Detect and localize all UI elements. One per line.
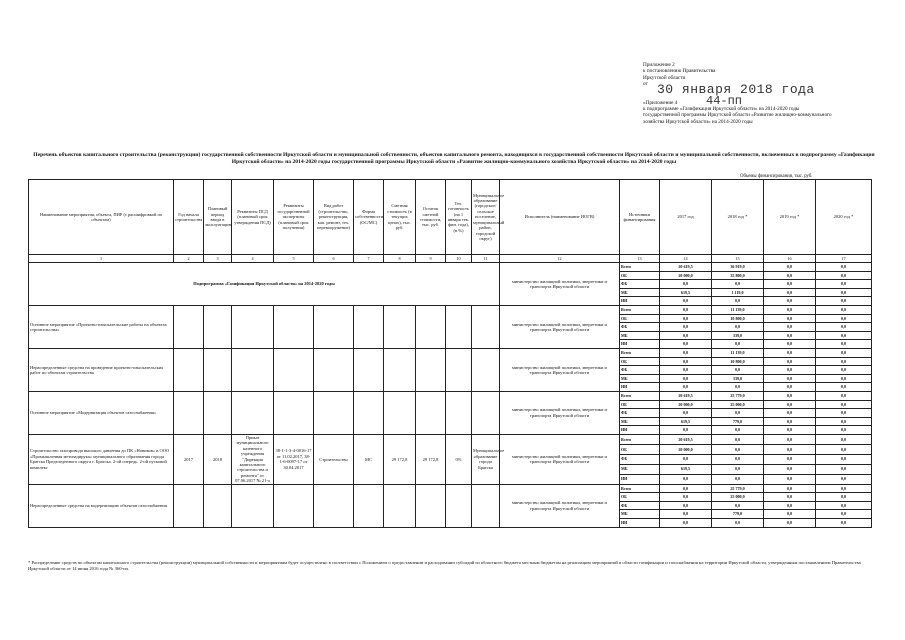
- col-header-4: Реквизиты ПСД (плановый срок утверждения ПСД): [232, 180, 274, 255]
- appendix4-label: «Приложение 4: [643, 99, 678, 106]
- funding-value: 779,0: [712, 417, 764, 426]
- col-number-4: 4: [232, 255, 274, 263]
- row-executor: министерство жилищной политики, энергетики и транспорта Иркутской области: [500, 434, 620, 484]
- funding-source: ОБ: [620, 493, 660, 502]
- funding-value: 0,0: [712, 280, 764, 289]
- funding-source: МБ: [620, 374, 660, 383]
- table-row: [29, 305, 872, 314]
- funding-value: 11 139,0: [712, 348, 764, 357]
- funding-source: МБ: [620, 464, 660, 474]
- funding-value: 0,0: [816, 510, 872, 519]
- funding-value: 0,0: [712, 366, 764, 375]
- col-header-6: Вид работ (строительство, реконструкция, кап. ремонт, тех. перевооружение): [314, 180, 354, 255]
- col-header-13: Источники финансирования: [620, 180, 660, 255]
- funding-value: 619,5: [660, 417, 712, 426]
- row-municipality: [472, 391, 500, 434]
- funding-value: 0,0: [660, 409, 712, 418]
- funding-value: 0,0: [660, 357, 712, 366]
- funding-source: ФБ: [620, 454, 660, 464]
- funding-value: 10 800,0: [712, 357, 764, 366]
- funding-value: 0,0: [712, 474, 764, 484]
- col-header-16: 2019 год *: [764, 180, 816, 255]
- funding-value: 0,0: [712, 434, 764, 444]
- col-number-11: 11: [472, 255, 500, 263]
- funding-value: 0,0: [712, 454, 764, 464]
- funding-source: ОБ: [620, 444, 660, 454]
- funding-value: 0,0: [764, 510, 816, 519]
- row-expertise: [274, 348, 314, 391]
- funding-value: 0,0: [660, 474, 712, 484]
- row-start-year: [174, 484, 204, 527]
- row-executor: министерство жилищной политики, энергетики и транспорта Иркутской области: [500, 484, 620, 527]
- funding-value: 20 619,5: [660, 391, 712, 400]
- row-readiness: [446, 348, 472, 391]
- row-executor: министерство жилищной политики, энергетики и транспорта Иркутской области: [500, 348, 620, 391]
- footnote: * Распределение средств по объектам капитального строительства (реконструкции) муниципальной собственности и мероприятиям будет осуществлено в соответствии с Положением о предоставлении и расходовании субсидий из областного бюджета местным бюджетам на реализацию мероприятий в области газификации и газоснабжения на территории Иркутской области, утвержденным постановлением Правительства Иркутской области от 14 июня 2016 года № 360-пп.: [28, 560, 861, 571]
- row-remaining: [416, 391, 446, 434]
- subprogram-line-1: к подпрограмме «Газификация Иркутской области» на 2014-2020 годы: [643, 106, 800, 113]
- row-start-year: [174, 391, 204, 434]
- column-number-row: [29, 255, 872, 263]
- row-remaining: [416, 484, 446, 527]
- col-header-7: Форма собственности (ОС/МС): [354, 180, 384, 255]
- funding-value: 0,0: [660, 348, 712, 357]
- col-number-14: 14: [660, 255, 712, 263]
- funding-value: 0,0: [764, 340, 816, 349]
- funding-value: 0,0: [816, 391, 872, 400]
- col-number-10: 10: [446, 255, 472, 263]
- funding-value: 0,0: [816, 348, 872, 357]
- appendix-label: Приложение 2: [643, 62, 675, 68]
- row-cost: [384, 305, 416, 348]
- row-expertise: [274, 391, 314, 434]
- row-psd: [232, 391, 274, 434]
- funding-value: 0,0: [764, 331, 816, 340]
- row-remaining: 29 172,8: [416, 434, 446, 484]
- funding-value: 0,0: [712, 340, 764, 349]
- funding-value: 20 000,0: [660, 271, 712, 280]
- row-work-type: [314, 391, 354, 434]
- row-municipality: [472, 305, 500, 348]
- funding-value: 0,0: [816, 323, 872, 332]
- subprogram-line-3: хозяйства Иркутской области» на 2014-2020 годы: [643, 118, 753, 125]
- funding-value: 36 919,0: [712, 263, 764, 272]
- col-header-12: Исполнитель (наименование ИОГВ): [500, 180, 620, 255]
- col-header-5: Реквизиты государственной экспертизы (плановый срок получения): [274, 180, 314, 255]
- funding-value: 0,0: [660, 426, 712, 435]
- row-ownership: [354, 391, 384, 434]
- funding-source: Всего: [620, 391, 660, 400]
- row-expertise: [274, 484, 314, 527]
- funding-value: 0,0: [660, 280, 712, 289]
- funding-value: 0,0: [816, 340, 872, 349]
- funding-value: 0,0: [764, 297, 816, 306]
- funding-value: 0,0: [764, 464, 816, 474]
- funding-value: 0,0: [660, 501, 712, 510]
- funding-value: 0,0: [712, 501, 764, 510]
- funding-value: 339,0: [712, 374, 764, 383]
- row-municipality: Муниципальное образование города Братска: [472, 434, 500, 484]
- table-row: [29, 263, 872, 272]
- col-header-1: Наименование мероприятия, объекта, ПИР (с расшифровкой по объектам): [29, 180, 174, 255]
- row-municipality: [472, 348, 500, 391]
- budget-caption: Объемы финансирования, тыс. руб.: [740, 174, 813, 179]
- row-end-year: [204, 391, 232, 434]
- funding-value: 0,0: [764, 484, 816, 493]
- row-end-year: [204, 484, 232, 527]
- funding-value: 0,0: [712, 297, 764, 306]
- funding-value: 0,0: [660, 323, 712, 332]
- funding-value: 0,0: [660, 374, 712, 383]
- funding-value: 35 800,0: [712, 271, 764, 280]
- row-end-year: [204, 348, 232, 391]
- decree-line-1: к постановлению Правительства: [643, 68, 716, 75]
- row-ownership: [354, 484, 384, 527]
- funding-value: 0,0: [816, 444, 872, 454]
- funding-source: МБ: [620, 331, 660, 340]
- funding-value: 0,0: [816, 357, 872, 366]
- funding-source: ИИ: [620, 518, 660, 527]
- col-number-2: 2: [174, 255, 204, 263]
- col-header-14: 2017 год: [660, 180, 712, 255]
- table-row: [29, 391, 872, 400]
- row-cost: [384, 484, 416, 527]
- funding-value: 0,0: [816, 518, 872, 527]
- funding-value: 11 139,0: [712, 305, 764, 314]
- funding-value: 0,0: [816, 409, 872, 418]
- funding-value: 0,0: [816, 417, 872, 426]
- subprogram-line-2: государственной программы Иркутской области «Развитие жилищно-коммунального: [643, 112, 832, 119]
- col-header-3: Плановый период ввода в эксплуатацию: [204, 180, 232, 255]
- row-readiness: [446, 391, 472, 434]
- funding-source: ФБ: [620, 323, 660, 332]
- funding-value: 20 619,5: [660, 263, 712, 272]
- funding-value: 0,0: [660, 510, 712, 519]
- col-header-17: 2020 год *: [816, 180, 872, 255]
- row-name: Нераспределенные средства на модернизацию объектов газоснабжения: [29, 484, 174, 527]
- table-row: [29, 484, 872, 493]
- funding-value: 0,0: [764, 474, 816, 484]
- funding-source: Всего: [620, 305, 660, 314]
- funding-value: 0,0: [816, 305, 872, 314]
- row-start-year: 2017: [174, 434, 204, 484]
- row-executor: министерство жилищной политики, энергетики и транспорта Иркутской области: [500, 263, 620, 306]
- col-number-7: 7: [354, 255, 384, 263]
- table-row: [29, 348, 872, 357]
- funding-value: 25 779,0: [712, 391, 764, 400]
- funding-source: ОБ: [620, 357, 660, 366]
- row-cost: [384, 348, 416, 391]
- funding-source: ИИ: [620, 383, 660, 392]
- funding-value: 0,0: [660, 366, 712, 375]
- row-name: Нераспределенные средства на проведение проектно-изыскательских работ по объектам строительства: [29, 348, 174, 391]
- funding-value: 0,0: [660, 454, 712, 464]
- row-name: Основное мероприятие «Модернизация объектов газоснабжения»: [29, 391, 174, 434]
- row-name: Строительство газопровода высокого давления до ПК «Новиков» в ООО «Промышленная метизадирука» муниципального образования города Братска Пределеденного округа г. Братска. 2-ой очередь. 2-ой пусковой комплекс: [29, 434, 174, 484]
- col-number-3: 3: [204, 255, 232, 263]
- row-executor: министерство жилищной политики, энергетики и транспорта Иркутской области: [500, 305, 620, 348]
- funding-value: 0,0: [764, 348, 816, 357]
- funding-value: 0,0: [712, 464, 764, 474]
- col-number-15: 15: [712, 255, 764, 263]
- funding-value: 0,0: [764, 426, 816, 435]
- funding-value: 0,0: [764, 518, 816, 527]
- funding-value: 0,0: [660, 314, 712, 323]
- funding-source: ФБ: [620, 280, 660, 289]
- funding-value: 20 000,0: [660, 444, 712, 454]
- row-readiness: [446, 305, 472, 348]
- funding-value: 0,0: [816, 454, 872, 464]
- funding-source: Всего: [620, 434, 660, 444]
- funding-value: 0,0: [764, 417, 816, 426]
- row-work-type: [314, 305, 354, 348]
- funding-value: 25 000,0: [712, 493, 764, 502]
- funding-source: ОБ: [620, 400, 660, 409]
- row-psd: Приказ муниципального казенного учреждения "Дирекция капитального строительства и ремонта" от 07.06.2017 № 21-э: [232, 434, 274, 484]
- funding-value: 0,0: [660, 305, 712, 314]
- funding-value: 0,0: [816, 484, 872, 493]
- row-name: Основное мероприятие «Проектно-изыскательские работы на объектах строительства»: [29, 305, 174, 348]
- funding-value: 0,0: [764, 400, 816, 409]
- funding-value: 0,0: [764, 383, 816, 392]
- row-work-type: Строительство: [314, 434, 354, 484]
- funding-source: МБ: [620, 288, 660, 297]
- funding-value: 1 119,0: [712, 288, 764, 297]
- funding-value: 0,0: [660, 331, 712, 340]
- funding-value: 20 000,0: [660, 400, 712, 409]
- funding-value: 0,0: [764, 357, 816, 366]
- col-header-10: Тех. готовность (на 1 января тек. фин. года), (в %): [446, 180, 472, 255]
- col-number-12: 12: [500, 255, 620, 263]
- funding-value: 0,0: [712, 409, 764, 418]
- funding-value: 0,0: [816, 434, 872, 444]
- col-header-2: Год начала строительства: [174, 180, 204, 255]
- funding-value: 0,0: [764, 501, 816, 510]
- date-prefix: от: [643, 81, 648, 88]
- funding-value: 0,0: [764, 305, 816, 314]
- col-number-17: 17: [816, 255, 872, 263]
- row-work-type: [314, 484, 354, 527]
- funding-source: ОБ: [620, 314, 660, 323]
- funding-value: 0,0: [764, 280, 816, 289]
- funding-source: ОБ: [620, 271, 660, 280]
- funding-value: 0,0: [764, 323, 816, 332]
- funding-value: 779,0: [712, 510, 764, 519]
- funding-value: 0,0: [764, 263, 816, 272]
- funding-value: 0,0: [764, 391, 816, 400]
- funding-source: ИИ: [620, 297, 660, 306]
- row-ownership: [354, 305, 384, 348]
- date-stamp: 30 января 2018 года: [657, 82, 815, 97]
- row-psd: [232, 348, 274, 391]
- funding-value: 0,0: [660, 340, 712, 349]
- funding-value: 0,0: [816, 366, 872, 375]
- funding-value: 0,0: [764, 288, 816, 297]
- funding-value: 0,0: [764, 434, 816, 444]
- col-number-16: 16: [764, 255, 816, 263]
- funding-value: 0,0: [660, 493, 712, 502]
- funding-source: ФБ: [620, 366, 660, 375]
- funding-value: 0,0: [764, 409, 816, 418]
- funding-value: 0,0: [764, 444, 816, 454]
- funding-value: 0,0: [816, 493, 872, 502]
- row-work-type: [314, 348, 354, 391]
- row-start-year: [174, 348, 204, 391]
- funding-value: 0,0: [764, 493, 816, 502]
- funding-value: 0,0: [816, 374, 872, 383]
- funding-source: Всего: [620, 348, 660, 357]
- row-remaining: [416, 348, 446, 391]
- document-title: Перечень объектов капитального строительства (реконструкции) государственной собственности Иркутской области и муниципальной собственности, объектов капитального ремонта, находящихся в государственной собственности Иркутской области и муниципальной собственности, включенных в подпрограмму «Газификация Иркутской области» на 2014-2020 годы государственной программы Иркутской области «Развитие жилищно-коммунального хозяйства Иркутской области» на 2014-2020 годы: [33, 152, 875, 165]
- funding-value: 0,0: [816, 271, 872, 280]
- funding-value: 0,0: [816, 263, 872, 272]
- funding-value: 0,0: [660, 383, 712, 392]
- funding-value: 0,0: [712, 426, 764, 435]
- row-cost: [384, 391, 416, 434]
- funding-value: 25 779,0: [712, 484, 764, 493]
- funding-source: ИИ: [620, 426, 660, 435]
- col-number-6: 6: [314, 255, 354, 263]
- funding-value: 0,0: [712, 518, 764, 527]
- funding-value: 0,0: [660, 484, 712, 493]
- funding-value: 0,0: [764, 366, 816, 375]
- col-number-13: 13: [620, 255, 660, 263]
- row-expertise: 38-1-1-3-4-0016-17 от 11.02.2017, 38-1-6-0097-17 от 30.04.2017: [274, 434, 314, 484]
- funding-value: 339,0: [712, 331, 764, 340]
- funding-source: ИИ: [620, 474, 660, 484]
- funding-value: 0,0: [816, 297, 872, 306]
- funding-source: ФБ: [620, 501, 660, 510]
- col-number-5: 5: [274, 255, 314, 263]
- row-municipality: [472, 484, 500, 527]
- funding-value: 0,0: [816, 314, 872, 323]
- row-ownership: МС: [354, 434, 384, 484]
- funding-value: 10 800,0: [712, 314, 764, 323]
- funding-source: МБ: [620, 510, 660, 519]
- col-number-8: 8: [384, 255, 416, 263]
- funding-value: 619,5: [660, 288, 712, 297]
- funding-value: 25 000,0: [712, 400, 764, 409]
- funding-value: 0,0: [816, 280, 872, 289]
- row-executor: министерство жилищной политики, энергетики и транспорта Иркутской области: [500, 391, 620, 434]
- funding-value: 0,0: [816, 400, 872, 409]
- objects-table: [28, 179, 872, 528]
- funding-value: 0,0: [712, 383, 764, 392]
- decree-line-2: Иркутской области: [643, 74, 686, 81]
- col-header-15: 2018 год *: [712, 180, 764, 255]
- funding-value: 0,0: [764, 374, 816, 383]
- row-remaining: [416, 305, 446, 348]
- funding-source: ФБ: [620, 409, 660, 418]
- funding-value: 0,0: [712, 323, 764, 332]
- row-readiness: [446, 484, 472, 527]
- funding-value: 0,0: [816, 501, 872, 510]
- row-cost: 29 172,8: [384, 434, 416, 484]
- funding-source: ИИ: [620, 340, 660, 349]
- row-expertise: [274, 305, 314, 348]
- funding-value: 0,0: [764, 454, 816, 464]
- number-stamp: 44-пп: [706, 94, 743, 108]
- funding-value: 0,0: [660, 518, 712, 527]
- col-number-9: 9: [416, 255, 446, 263]
- column-header-row: [29, 180, 872, 255]
- row-readiness: 0%: [446, 434, 472, 484]
- funding-value: 0,0: [816, 426, 872, 435]
- col-header-8: Сметная стоимость (в текущих ценах), тыс. руб.: [384, 180, 416, 255]
- funding-value: 0,0: [816, 383, 872, 392]
- funding-value: 0,0: [660, 297, 712, 306]
- funding-source: Всего: [620, 484, 660, 493]
- row-name: Подпрограмма «Газификация Иркутской области» на 2014-2020 годы: [29, 263, 500, 306]
- funding-value: 0,0: [816, 288, 872, 297]
- row-psd: [232, 305, 274, 348]
- row-end-year: 2018: [204, 434, 232, 484]
- funding-value: 0,0: [712, 444, 764, 454]
- row-start-year: [174, 305, 204, 348]
- funding-value: 0,0: [816, 331, 872, 340]
- funding-value: 0,0: [816, 474, 872, 484]
- row-psd: [232, 484, 274, 527]
- funding-value: 0,0: [764, 271, 816, 280]
- funding-value: 0,0: [816, 464, 872, 474]
- funding-value: 0,0: [764, 314, 816, 323]
- funding-value: 20 619,5: [660, 434, 712, 444]
- col-number-1: 1: [29, 255, 174, 263]
- row-ownership: [354, 348, 384, 391]
- row-end-year: [204, 305, 232, 348]
- funding-value: 619,5: [660, 464, 712, 474]
- funding-source: МБ: [620, 417, 660, 426]
- table-row: [29, 434, 872, 444]
- funding-source: Всего: [620, 263, 660, 272]
- col-header-11: Муниципальное образование (городское/сельское поселение, муниципальный район, городской округ): [472, 180, 500, 255]
- col-header-9: Остаток сметной стоимости, тыс. руб.: [416, 180, 446, 255]
